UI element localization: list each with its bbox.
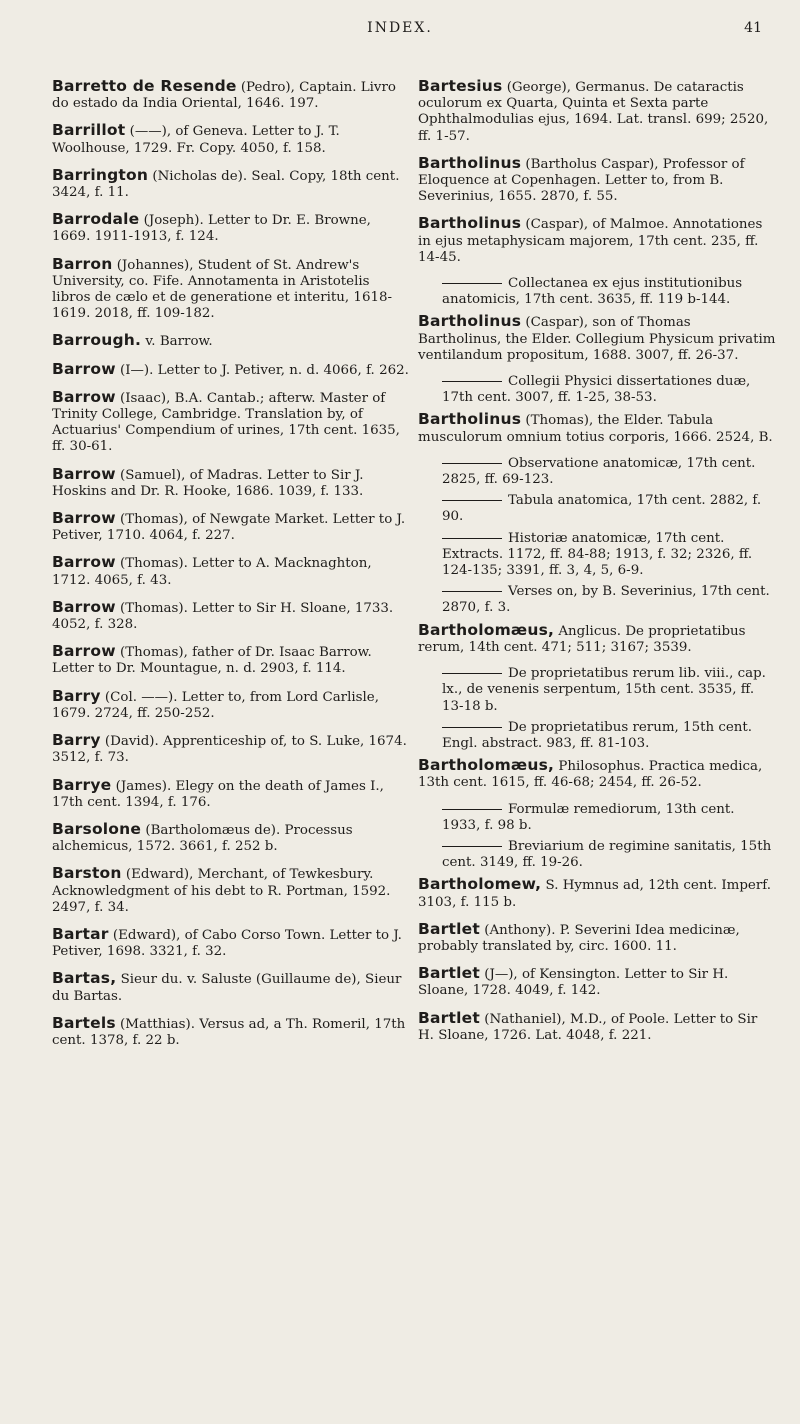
- index-entry: [418, 921, 776, 955]
- entry-text: S. Hymnus ad, 12th cent. Imperf. 3103, f. 115 b.: [418, 878, 771, 910]
- index-entry: [52, 554, 410, 588]
- index-subentry: [418, 276, 776, 308]
- index-subentry: [418, 374, 776, 406]
- index-subentry: [418, 531, 776, 580]
- ditto-dash: [442, 500, 502, 501]
- entry-headword: Bartas,: [52, 969, 117, 988]
- index-entry: [52, 256, 410, 323]
- entry-headword: Barston: [52, 864, 122, 883]
- entry-text: (——), of Geneva. Letter to J. T. Woolhouse, 1729. Fr. Copy. 4050, f. 158.: [52, 124, 340, 156]
- entry-text: (Pedro), Captain. Livro do estado da India Oriental, 1646. 197.: [52, 80, 396, 112]
- index-subentry: [418, 456, 776, 488]
- entry-headword: Barrington: [52, 165, 149, 184]
- index-entry: [418, 215, 776, 266]
- entry-headword: Barrow: [52, 509, 116, 528]
- entry-headword: Bartholinus: [418, 153, 522, 172]
- index-entry: [418, 155, 776, 206]
- index-entry: [52, 1015, 410, 1049]
- ditto-dash: [442, 538, 502, 539]
- entry-text: (Caspar), son of Thomas Bartholinus, the Elder. Collegium Physicum privatim ventilandum propositum, 1688. 3007, ff. 26-37.: [418, 315, 776, 363]
- ditto-dash: [442, 591, 502, 592]
- right-column: [418, 78, 776, 1054]
- entry-text: (J—), of Kensington. Letter to Sir H. Sloane, 1728. 4049, f. 142.: [418, 967, 729, 999]
- entry-text: (Nicholas de). Seal. Copy, 18th cent. 3424, f. 11.: [52, 168, 400, 201]
- ditto-dash: [442, 381, 502, 382]
- entry-text: (James). Elegy on the death of James I., 17th cent. 1394, f. 176.: [52, 778, 384, 810]
- index-entry: [52, 466, 410, 500]
- entry-text: (George), Germanus. De cataractis oculorum ex Quarta, Quinta et Sexta parte Ophthalmodulias ejus, 1694. Lat. transl. 699; 2520, ff. 1-57.: [418, 80, 769, 144]
- entry-headword: Barrow: [52, 553, 116, 572]
- page-number: 41: [744, 20, 762, 36]
- entry-headword: Bartholomew,: [418, 875, 542, 894]
- entry-text: (Bartholomæus de). Processus alchemicus, 1572. 3661, f. 252 b.: [52, 822, 353, 855]
- index-entry: [52, 688, 410, 722]
- ditto-dash: [442, 673, 502, 674]
- entry-text: (Johannes), Student of St. Andrew's University, co. Fife. Annotamenta in Aristotelis libros de cælo et de generatione et interitu, 1618-1619. 2018, ff. 109-182.: [52, 257, 393, 322]
- index-entry: [52, 926, 410, 960]
- index-entry: [418, 411, 776, 445]
- index-entry: [418, 622, 776, 656]
- index-entry: [52, 361, 410, 379]
- index-entry: [52, 865, 410, 916]
- entry-headword: Bartels: [52, 1013, 116, 1032]
- index-subentry: [418, 584, 776, 616]
- entry-text: (Thomas), of Newgate Market. Letter to J. Petiver, 1710. 4064, f. 227.: [52, 512, 406, 544]
- ditto-dash: [442, 463, 502, 464]
- entry-headword: Barretto de Resende: [52, 77, 237, 95]
- index-subentry: [418, 493, 776, 525]
- entry-headword: Bartholinus: [418, 214, 522, 233]
- entry-headword: Barrillot: [52, 121, 126, 140]
- entry-text: Breviarium de regimine sanitatis, 15th cent. 3149, ff. 19-26.: [442, 838, 772, 871]
- entry-text: (Matthias). Versus ad, a Th. Romeril, 17th cent. 1378, f. 22 b.: [52, 1016, 406, 1048]
- entry-headword: Barrow: [52, 597, 116, 616]
- entry-text: (Isaac), B.A. Cantab.; afterw. Master of Trinity College, Cambridge. Translation by, of Actuarius' Compendium of urines, 17th cent. 1635, ff. 30-61.: [52, 390, 400, 455]
- ditto-dash: [442, 283, 502, 284]
- index-entry: [52, 510, 410, 544]
- entry-text: (Joseph). Letter to Dr. E. Browne, 1669. 1911-1913, f. 124.: [52, 213, 371, 245]
- entry-headword: Barrow: [52, 464, 116, 483]
- entry-text: (Caspar), of Malmoe. Annotationes in ejus metaphysicam majorem, 17th cent. 235, ff. 14-45.: [418, 217, 763, 265]
- entry-headword: Bartlet: [418, 1008, 480, 1027]
- index-entry: [52, 732, 410, 766]
- entry-text: Anglicus. De proprietatibus rerum, 14th cent. 471; 511; 3167; 3539.: [418, 623, 746, 655]
- ditto-dash: [442, 727, 502, 728]
- entry-text: (Thomas), the Elder. Tabula musculorum omnium totius corporis, 1666. 2524, B.: [418, 413, 773, 445]
- entry-headword: Bartholomæus,: [418, 620, 555, 639]
- entry-text: Observatione anatomicæ, 17th cent. 2825, ff. 69-123.: [442, 455, 756, 488]
- page-header: [0, 20, 800, 44]
- entry-headword: Barrye: [52, 775, 112, 794]
- entry-text: (Anthony). P. Severini Idea medicinæ, probably translated by, circ. 1600. 11.: [418, 922, 740, 954]
- entry-text: (Thomas). Letter to A. Macknaghton, 1712. 4065, f. 43.: [52, 556, 372, 588]
- index-subentry: [418, 720, 776, 752]
- entry-text: Historiæ anatomicæ, 17th cent. Extracts. 1172, ff. 84-88; 1913, f. 32; 2326, ff. 124-135; 3391, ff. 3, 4, 5, 6-9.: [442, 530, 753, 579]
- entry-headword: Bartlet: [418, 964, 480, 983]
- index-entry: [52, 332, 410, 350]
- entry-text: Verses on, by B. Severinius, 17th cent. 2870, f. 3.: [442, 584, 770, 616]
- index-subentry: [418, 666, 776, 715]
- entry-text: Philosophus. Practica medica, 13th cent. 1615, ff. 46-68; 2454, ff. 26-52.: [418, 759, 763, 791]
- entry-headword: Bartar: [52, 924, 109, 943]
- entry-text: (David). Apprenticeship of, to S. Luke, 1674. 3512, f. 73.: [52, 734, 407, 766]
- index-entry: [52, 122, 410, 156]
- left-column: [52, 78, 410, 1059]
- index-entry: [52, 167, 410, 201]
- ditto-dash: [442, 846, 502, 847]
- index-entry: [52, 78, 410, 112]
- index-entry: [418, 313, 776, 364]
- entry-text: Tabula anatomica, 17th cent. 2882, f. 90.: [442, 493, 762, 525]
- entry-headword: Barron: [52, 254, 113, 273]
- entry-headword: Barrow: [52, 359, 116, 378]
- index-entry: [52, 211, 410, 245]
- entry-headword: Barry: [52, 686, 101, 705]
- entry-text: (Samuel), of Madras. Letter to Sir J. Hoskins and Dr. R. Hooke, 1686. 1039, f. 133.: [52, 467, 364, 499]
- entry-headword: Barrow: [52, 642, 116, 661]
- entry-text: (Nathaniel), M.D., of Poole. Letter to Sir H. Sloane, 1726. Lat. 4048, f. 221.: [418, 1011, 758, 1043]
- ditto-dash: [442, 809, 502, 810]
- entry-text: (Col. ——). Letter to, from Lord Carlisle, 1679. 2724, ff. 250-252.: [52, 689, 379, 721]
- entry-text: (Thomas). Letter to Sir H. Sloane, 1733. 4052, f. 328.: [52, 600, 394, 633]
- entry-headword: Barry: [52, 731, 101, 750]
- entry-text: Formulæ remediorum, 13th cent. 1933, f. 98 b.: [442, 801, 735, 833]
- index-subentry: [418, 839, 776, 871]
- entry-text: (I—). Letter to J. Petiver, n. d. 4066, f. 262.: [115, 362, 409, 378]
- index-entry: [418, 876, 776, 910]
- entry-text: (Thomas), father of Dr. Isaac Barrow. Letter to Dr. Mountague, n. d. 2903, f. 114.: [52, 645, 372, 677]
- page-title: INDEX.: [367, 20, 433, 36]
- index-subentry: [418, 802, 776, 834]
- entry-text: v. Barrow.: [141, 334, 213, 350]
- entry-headword: Barrow: [52, 387, 116, 406]
- entry-text: (Edward), Merchant, of Tewkesbury. Acknowledgment of his debt to R. Portman, 1592. 2497, f. 34.: [52, 867, 391, 915]
- index-entry: [418, 1010, 776, 1044]
- entry-text: (Bartholus Caspar), Professor of Eloquence at Copenhagen. Letter to, from B. Severinius, 1655. 2870, f. 55.: [418, 156, 745, 205]
- entry-text: (Edward), of Cabo Corso Town. Letter to J. Petiver, 1698. 3321, f. 32.: [52, 927, 402, 960]
- entry-headword: Barrodale: [52, 210, 140, 229]
- entry-text: De proprietatibus rerum, 15th cent. Engl. abstract. 983, ff. 81-103.: [442, 719, 753, 751]
- index-entry: [52, 777, 410, 811]
- entry-headword: Barrough.: [52, 331, 142, 350]
- index-entry: [52, 821, 410, 855]
- index-entry: [418, 78, 776, 145]
- entry-headword: Bartholinus: [418, 312, 522, 331]
- entry-headword: Barsolone: [52, 819, 142, 838]
- entry-headword: Bartesius: [418, 77, 503, 95]
- entry-headword: Bartholinus: [418, 410, 522, 429]
- entry-text: Collegii Physici dissertationes duæ, 17th cent. 3007, ff. 1-25, 38-53.: [442, 374, 751, 406]
- entry-text: Sieur du. v. Saluste (Guillaume de), Sieur du Bartas.: [52, 972, 402, 1004]
- index-entry: [52, 599, 410, 633]
- index-entry: [52, 389, 410, 456]
- index-entry: [418, 965, 776, 999]
- index-entry: [418, 757, 776, 791]
- entry-headword: Bartlet: [418, 919, 480, 938]
- entry-text: De proprietatibus rerum lib. viii., cap. lx., de venenis serpentum, 15th cent. 3535, ff. 13-18 b.: [442, 666, 766, 714]
- entry-headword: Bartholomæus,: [418, 756, 555, 775]
- entry-text: Collectanea ex ejus institutionibus anatomicis, 17th cent. 3635, ff. 119 b-144.: [442, 276, 743, 308]
- index-entry: [52, 970, 410, 1004]
- index-entry: [52, 643, 410, 677]
